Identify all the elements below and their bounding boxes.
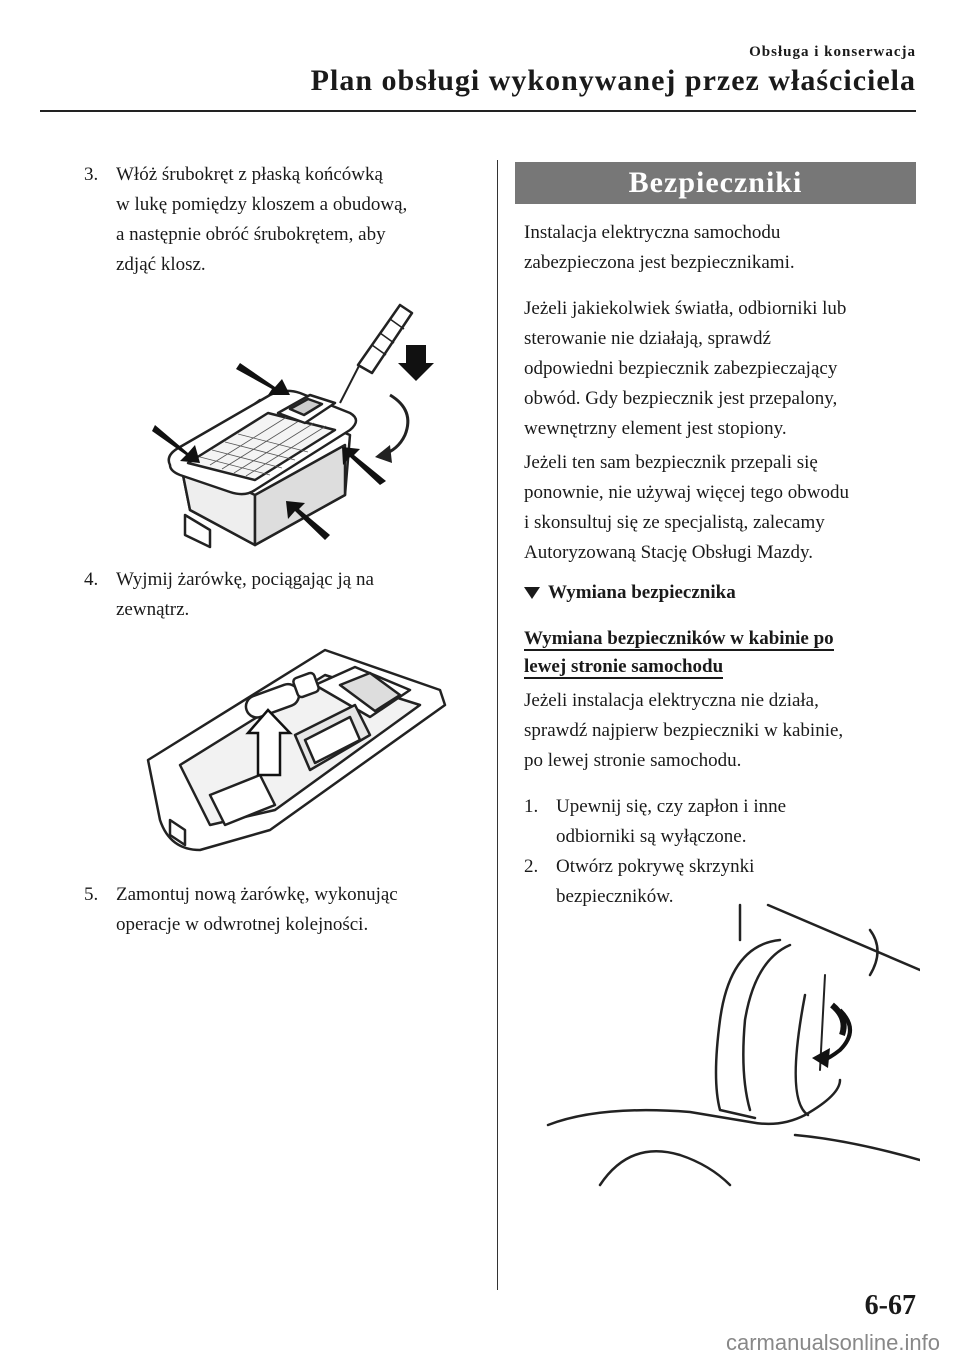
text-line: sterowanie nie działają, sprawdź [524,328,771,349]
text-line: ponownie, nie używaj więcej tego obwodu [524,482,850,503]
text-line: sprawdź najpierw bezpieczniki w kabinie, [524,720,844,741]
text-line: Autoryzowaną Stację Obsługi Mazdy. [524,542,813,563]
watermark: carmanualsonline.info [725,1330,940,1355]
subsection-line: Wymiana bezpieczników w kabinie po [524,628,834,649]
step-line: Otwórz pokrywę skrzynki [556,856,755,877]
step-line: Upewnij się, czy zapłon i inne [556,796,787,817]
text-line: po lewej stronie samochodu. [524,750,742,771]
subsection-heading [524,626,916,680]
check-paragraph [524,686,916,776]
text-line: wewnętrzny element jest stopiony. [524,418,787,439]
step-line: Włóż śrubokręt z płaską końcówką [116,164,383,185]
text-line: Instalacja elektryczna samochodu [524,222,781,243]
text-line: Jeżeli ten sam bezpiecznik przepali się [524,452,818,473]
step-line: operacje w odwrotnej kolejności. [116,914,369,935]
step-line: Wyjmij żarówkę, pociągając ją na [116,569,374,590]
page-title: Plan obsługi wykonywanej przez właściciela [310,64,916,97]
step-line: zdjąć klosz. [116,254,206,275]
step-line: Zamontuj nową żarówkę, wykonując [116,884,398,905]
subsection-line: lewej stronie samochodu [524,656,724,677]
header-rule [40,110,916,112]
step-number: 3. [84,164,99,185]
text-line: odpowiedni bezpiecznik zabezpieczający [524,358,838,379]
text-line: Jeżeli jakiekolwiek światła, odbiorniki lub [524,298,847,319]
bulb-removal-illustration [140,645,450,865]
step-number: 1. [524,796,539,817]
step-number: 5. [84,884,99,905]
step-line: w lukę pomiędzy kloszem a obudową, [116,194,408,215]
section-label: Obsługa i konserwacja [749,44,916,60]
step-5 [84,880,484,940]
step-line: bezpieczników. [556,886,674,907]
step-3 [84,160,484,280]
section-banner: Bezpieczniki [515,162,916,204]
step-4 [84,565,484,625]
fuse-box-cover-illustration [540,900,920,1190]
page-number: 6-67 [864,1290,916,1321]
text-line: zabezpieczona jest bezpiecznikami. [524,252,795,273]
text-line: obwód. Gdy bezpiecznik jest przepalony, [524,388,838,409]
text-line: Jeżeli instalacja elektryczna nie działa, [524,690,819,711]
column-divider [497,160,498,1290]
lamp-lens-removal-illustration [150,285,450,555]
step-line: zewnątrz. [116,599,190,620]
subheading-text: Wymiana bezpiecznika [548,582,736,603]
step-line: a następnie obróć śrubokrętem, aby [116,224,386,245]
warning-paragraph [524,294,916,444]
step-number: 4. [84,569,99,590]
step-1 [524,792,916,852]
step-number: 2. [524,856,539,877]
text-line: i skonsultuj się ze specjalistą, zalecamy [524,512,825,533]
subheading [524,578,916,608]
repeat-paragraph [524,448,916,568]
intro-paragraph [524,218,916,278]
step-line: odbiorniki są wyłączone. [556,826,747,847]
triangle-bullet-icon [524,587,540,599]
